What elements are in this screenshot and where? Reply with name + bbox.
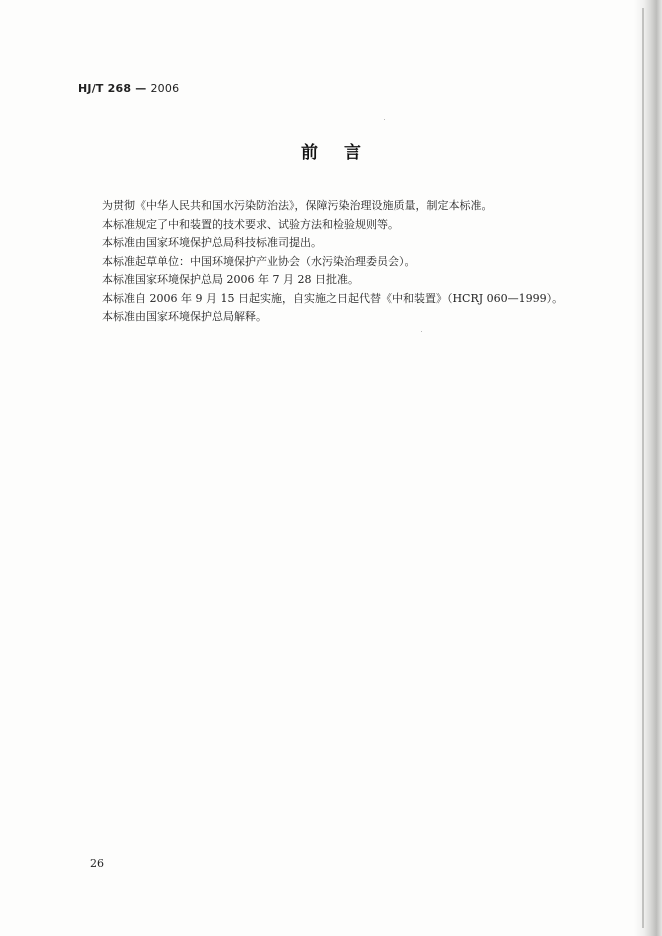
standard-code-dash: — <box>131 82 151 95</box>
paragraph-drafter: 本标准起草单位：中国环境保护产业协会（水污染治理委员会）。 <box>102 254 416 268</box>
paragraph-interpretation: 本标准由国家环境保护总局解释。 <box>102 310 267 323</box>
paragraph-scope: 本标准规定了中和装置的技术要求、试验方法和检验规则等。 <box>102 217 399 231</box>
scan-speck <box>384 119 385 120</box>
paragraph-purpose: 为贯彻《中华人民共和国水污染防治法》，保障污染治理设施质量，制定本标准。 <box>102 199 493 212</box>
foreword-body <box>102 197 572 327</box>
paragraph-proposer: 本标准由国家环境保护总局科技标准司提出。 <box>102 236 322 249</box>
paragraph-effective-date: 本标准自 2006 年 9 月 15 日起实施，自实施之日起代替《中和装置》（HCRJ 060—1999）。 <box>102 291 564 305</box>
standard-year: 2006 <box>150 82 180 95</box>
scan-speck <box>421 331 422 332</box>
standard-code: HJ/T 268 <box>78 82 132 95</box>
paragraph-approval: 本标准国家环境保护总局 2006 年 7 月 28 日批准。 <box>102 273 359 286</box>
standard-code-header <box>78 82 179 95</box>
page-title: 前言 <box>301 143 387 163</box>
page-number: 26 <box>90 857 104 870</box>
